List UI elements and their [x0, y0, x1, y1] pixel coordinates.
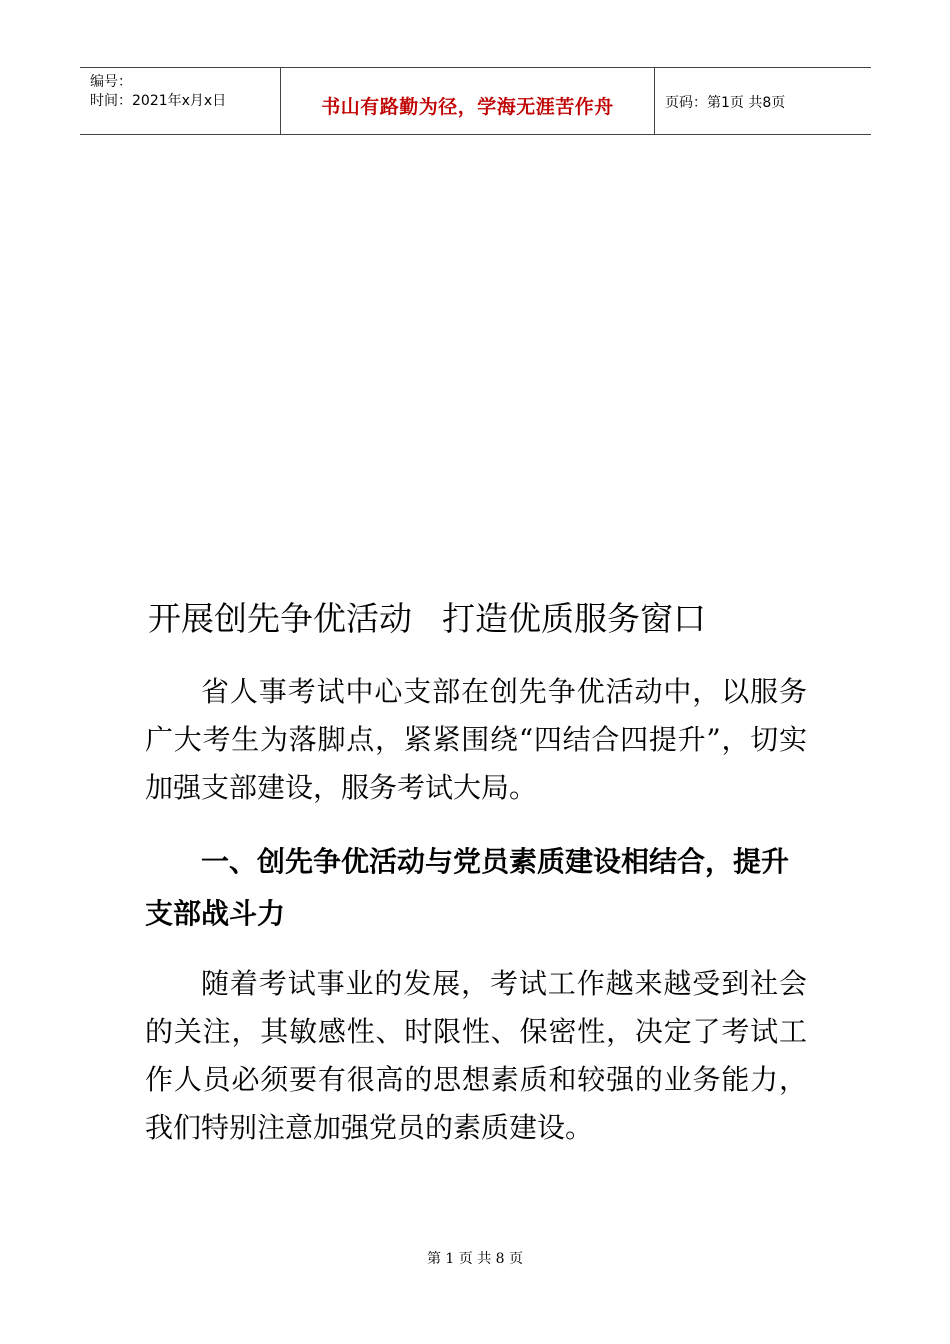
section-heading-1: 一、创先争优活动与党员素质建设相结合，提升支部战斗力 [145, 845, 790, 930]
document-title-part2: 打造优质服务窗口 [442, 599, 706, 638]
section-1-paragraph: 随着考试事业的发展，考试工作越来越受到社会的关注，其敏感性、时限性、保密性，决定了考试工作人员必须要有很高的思想素质和较强的业务能力，我们特别注意加强党员的素质建设。 [145, 967, 807, 1144]
document-header [80, 67, 871, 135]
document-number-label: 编号： [90, 74, 132, 90]
header-motto: 书山有路勤为径，学海无涯苦作舟 [321, 96, 614, 118]
page-footer: 第 1 页 共 8 页 [426, 1251, 524, 1267]
document-time-label: 时间：2021年x月x日 [90, 93, 227, 109]
document-title-part1: 开展创先争优活动 [148, 599, 412, 638]
header-page-info: 页码：第1页 共8页 [665, 95, 786, 111]
header-motto-cell [281, 68, 655, 134]
document-title [148, 598, 706, 640]
intro-paragraph: 省人事考试中心支部在创先争优活动中，以服务广大考生为落脚点，紧紧围绕“四结合四提升”，切实加强支部建设，服务考试大局。 [145, 675, 807, 804]
header-meta-cell [80, 68, 281, 134]
header-page-cell [655, 68, 871, 134]
